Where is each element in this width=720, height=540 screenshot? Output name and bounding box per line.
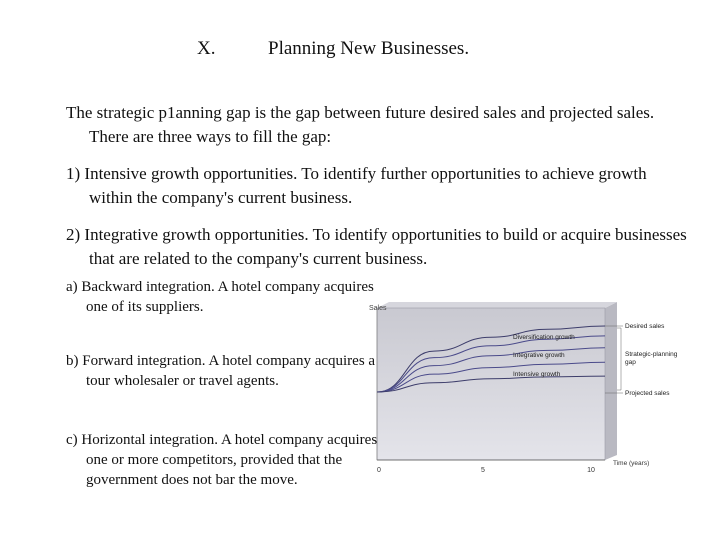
point-intensive-growth: 1) Intensive growth opportunities. To identify further opportunities to achieve growth within the company's current business.: [66, 164, 647, 207]
label-projected-sales: Projected sales: [625, 390, 670, 397]
x-tick-0: 0: [377, 467, 381, 474]
label-strategic-planning-gap: Strategic-planning gap: [625, 351, 678, 366]
chart-panel: [377, 308, 605, 460]
panel-top: [377, 302, 617, 308]
label-intensive-growth: Intensive growth: [513, 371, 561, 378]
sub-forward-integration: b) Forward integration. A hotel company acquires a tour wholesaler or travel agents.: [66, 353, 376, 389]
panel-side: [605, 302, 617, 460]
x-tick-10: 10: [587, 467, 595, 474]
x-tick-5: 5: [481, 467, 485, 474]
label-diversification-growth: Diversification growth: [513, 334, 575, 341]
x-axis-label: Time (years): [613, 460, 650, 467]
label-desired-sales: Desired sales: [625, 323, 665, 330]
point-integrative-growth: 2) Integrative growth opportunities. To identify opportunities to build or acquire businesses that are related to the company's current business.: [66, 225, 687, 268]
intro-paragraph: The strategic p1anning gap is the gap between future desired sales and projected sales. There are three ways to fill the gap:: [66, 103, 655, 146]
slide-title: Planning New Businesses.: [268, 38, 470, 59]
label-integrative-growth: Integrative growth: [513, 352, 565, 359]
section-number: X.: [197, 38, 216, 59]
sub-backward-integration: a) Backward integration. A hotel company acquires one of its suppliers.: [66, 279, 374, 315]
planning-gap-figure: [355, 300, 695, 475]
y-axis-label: Sales: [369, 305, 387, 312]
sub-horizontal-integration: c) Horizontal integration. A hotel company acquires one or more competitors, provided that the government does not bar the move.: [66, 432, 378, 488]
